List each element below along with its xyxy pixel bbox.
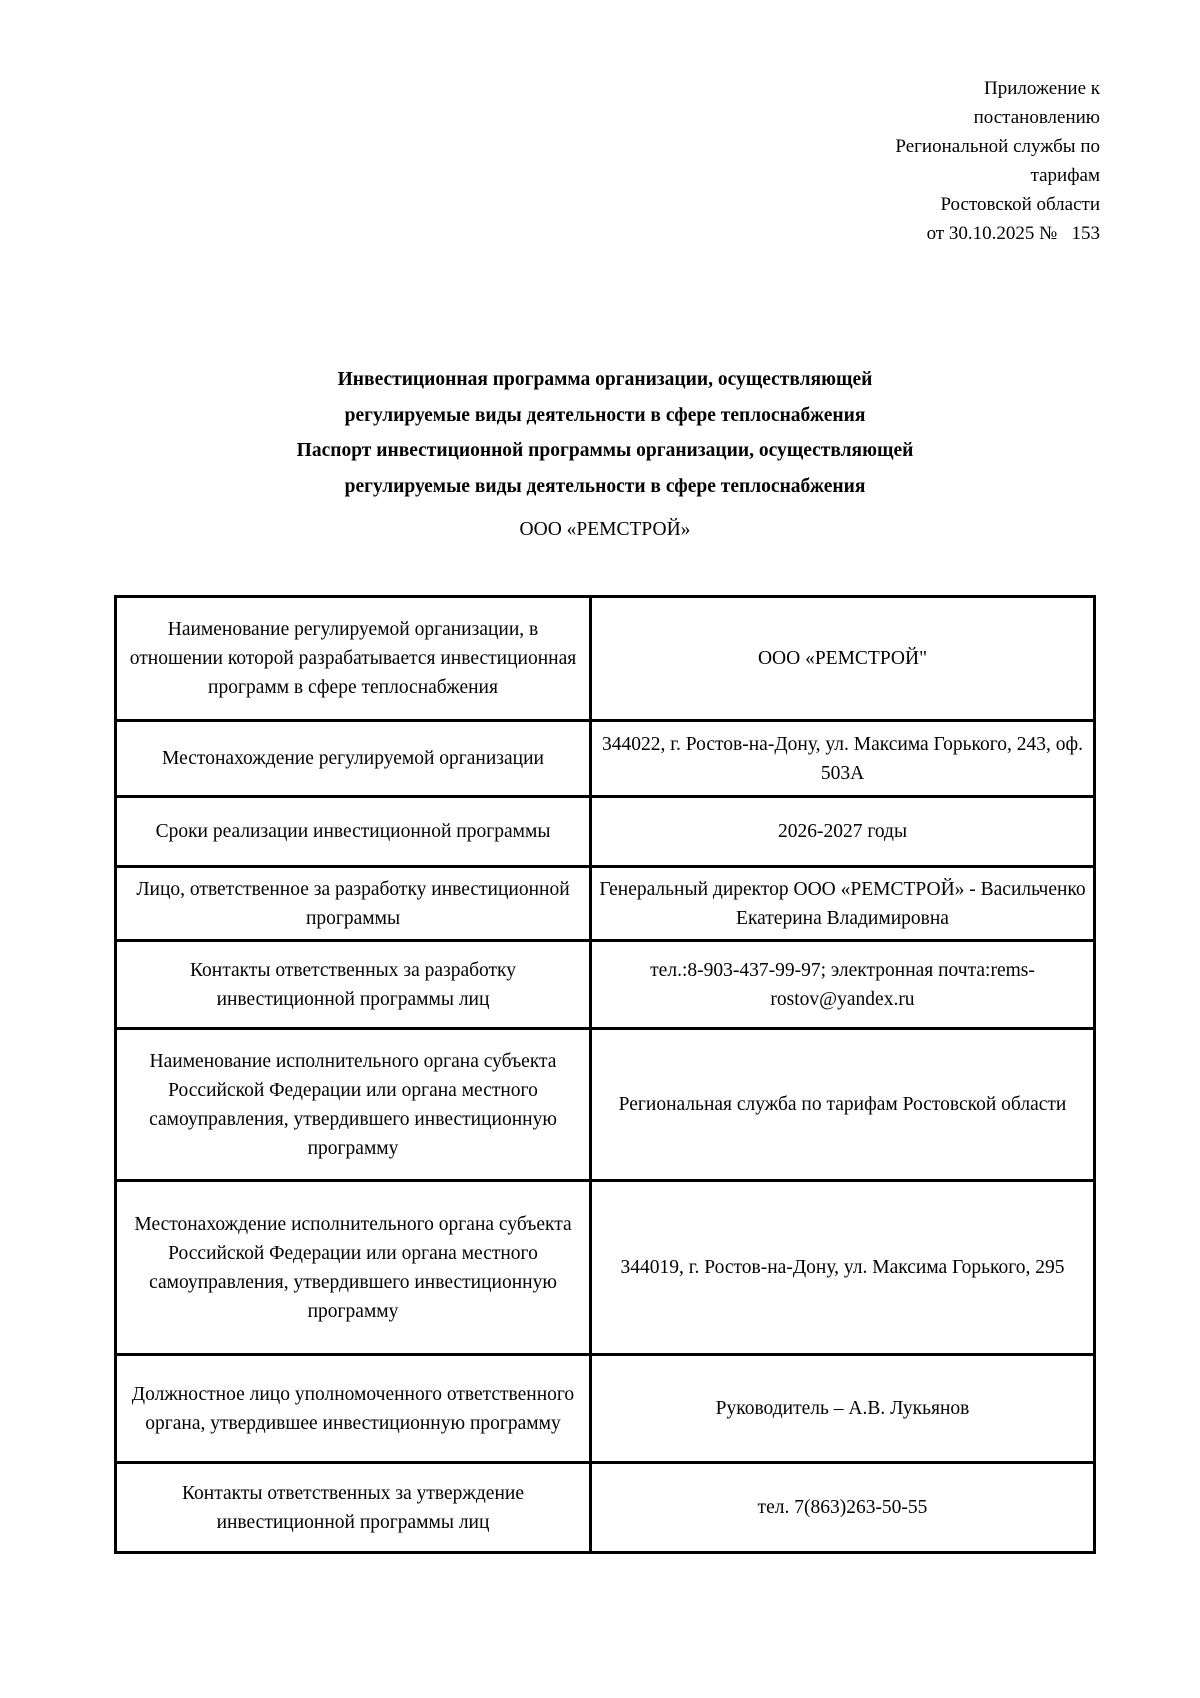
table-row — [116, 1029, 1095, 1181]
table-row — [116, 797, 1095, 867]
table-row — [116, 1181, 1095, 1355]
row-value: тел.:8-903-437-99-97; электронная почта:rems-rostov@yandex.ru — [591, 941, 1095, 1029]
title-line: Инвестиционная программа организации, осуществляющей — [337, 369, 873, 390]
appendix-line: постановлению — [973, 107, 1100, 128]
document-title — [0, 362, 1200, 504]
row-label: Наименование исполнительного органа субъекта Российской Федерации или органа местного самоуправления, утвердившего инвестиционную программу — [116, 1029, 591, 1181]
row-label: Местонахождение регулируемой организации — [116, 721, 591, 797]
row-value: Генеральный директор ООО «РЕМСТРОЙ» - Васильченко Екатерина Владимировна — [591, 867, 1095, 941]
row-value: 344019, г. Ростов-на-Дону, ул. Максима Горького, 295 — [591, 1181, 1095, 1355]
row-label: Должностное лицо уполномоченного ответственного органа, утвердившее инвестиционную программу — [116, 1355, 591, 1463]
row-label: Наименование регулируемой организации, в отношении которой разрабатывается инвестиционная программ в сфере теплоснабжения — [116, 597, 591, 721]
table-row — [116, 721, 1095, 797]
table-row — [116, 867, 1095, 941]
appendix-line: Приложение к — [984, 78, 1100, 99]
table-row — [116, 1463, 1095, 1553]
passport-table — [114, 595, 1096, 1554]
row-label: Контакты ответственных за утверждение инвестиционной программы лиц — [116, 1463, 591, 1553]
row-label: Контакты ответственных за разработку инвестиционной программы лиц — [116, 941, 591, 1029]
organization-name: ООО «РЕМСТРОЙ» — [519, 519, 691, 540]
row-label: Сроки реализации инвестиционной программы — [116, 797, 591, 867]
appendix-line: Ростовской области — [940, 194, 1100, 215]
row-value: 344022, г. Ростов-на-Дону, ул. Максима Горького, 243, оф. 503А — [591, 721, 1095, 797]
table-row — [116, 597, 1095, 721]
appendix-line: Региональной службы по — [895, 136, 1100, 157]
row-value: тел. 7(863)263-50-55 — [591, 1463, 1095, 1553]
appendix-note — [895, 74, 1100, 248]
row-value: Руководитель – А.В. Лукьянов — [591, 1355, 1095, 1463]
title-line: Паспорт инвестиционной программы организации, осуществляющей — [296, 440, 914, 461]
row-label: Местонахождение исполнительного органа субъекта Российской Федерации или органа местного самоуправления, утвердившего инвестиционную программу — [116, 1181, 591, 1355]
title-line: регулируемые виды деятельности в сфере теплоснабжения — [344, 475, 866, 497]
table-row — [116, 1355, 1095, 1463]
row-value: Региональная служба по тарифам Ростовской области — [591, 1029, 1095, 1181]
appendix-line-date-number: от 30.10.2025 № 153 — [926, 223, 1100, 244]
title-line: регулируемые виды деятельности в сфере теплоснабжения — [344, 404, 866, 426]
row-label: Лицо, ответственное за разработку инвестиционной программы — [116, 867, 591, 941]
row-value: 2026-2027 годы — [591, 797, 1095, 867]
table-row — [116, 941, 1095, 1029]
row-value: ООО «РЕМСТРОЙ" — [591, 597, 1095, 721]
appendix-line: тарифам — [1030, 165, 1100, 186]
